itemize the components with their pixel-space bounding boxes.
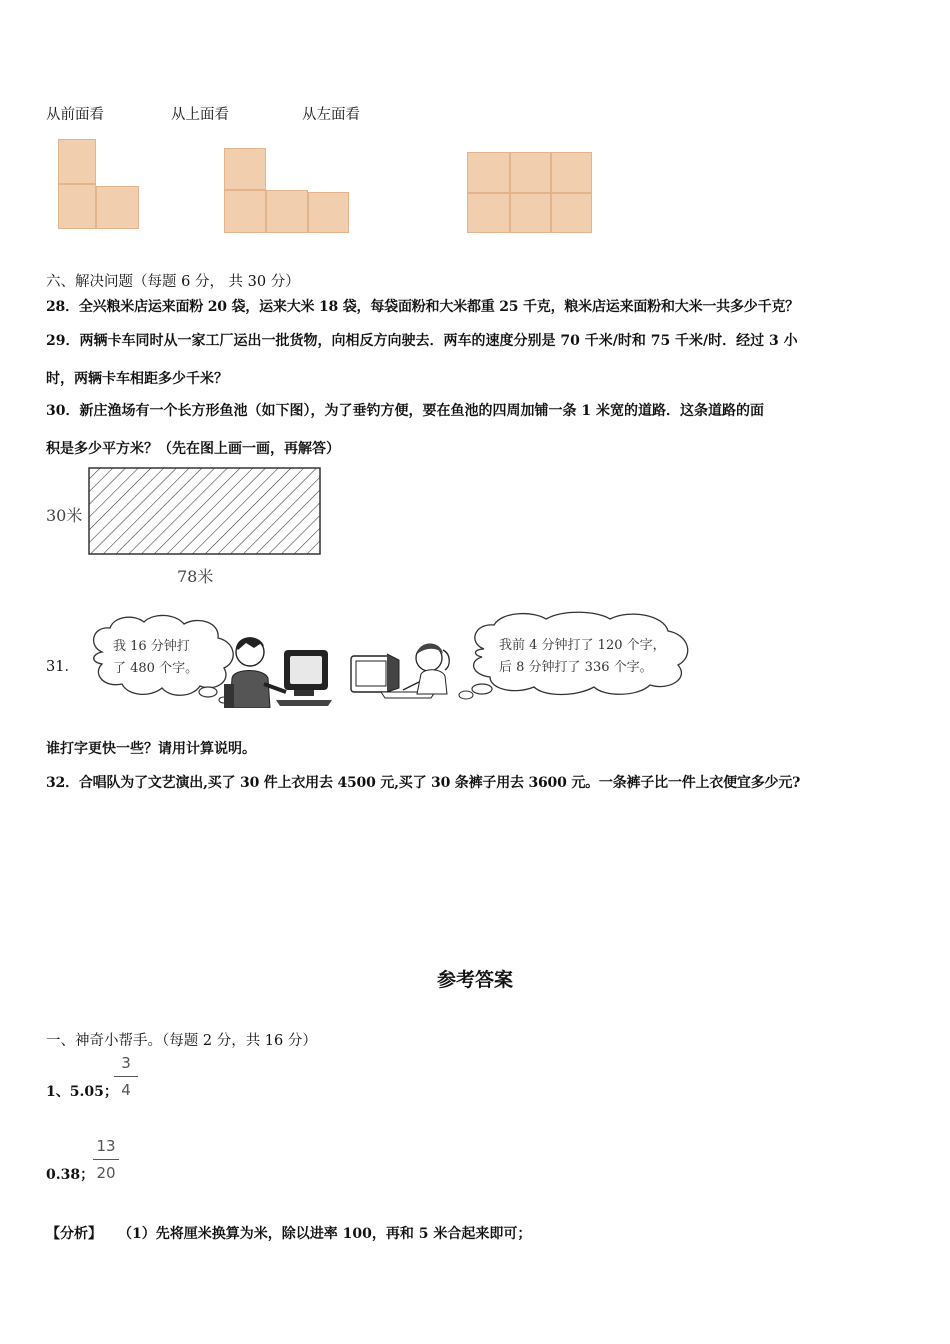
answers-section1-heading: 一、神奇小帮手。（每题 2 分，共 16 分） bbox=[46, 1033, 317, 1049]
view-square bbox=[58, 184, 96, 229]
question-29-line1: 29．两辆卡车同时从一家工厂运出一批货物，向相反方向驶去．两车的速度分别是 70 千米/时和 75 千米/时．经过 3 小 bbox=[46, 333, 798, 349]
bubble-left-line1: 我 16 分钟打 bbox=[113, 639, 190, 654]
fraction-numerator: 13 bbox=[96, 1137, 116, 1155]
fraction-denominator: 4 bbox=[121, 1081, 131, 1099]
view-square bbox=[510, 152, 551, 193]
section-heading: 六、解决问题（每题 6 分， 共 30 分） bbox=[46, 274, 300, 290]
view-square bbox=[224, 148, 266, 190]
bubble-right-line2: 后 8 分钟打了 336 个字。 bbox=[499, 660, 653, 675]
bubble-left-line2: 了 480 个字。 bbox=[113, 661, 199, 676]
boy-at-computer-illustration bbox=[224, 634, 336, 708]
bubble-right-line1: 我前 4 分钟打了 120 个字， bbox=[499, 638, 666, 653]
view-label-left: 从左面看 bbox=[302, 107, 360, 123]
pond-width-label: 78米 bbox=[177, 567, 214, 586]
analysis-text: （1）先将厘米换算为米，除以进率 100，再和 5 米合起来即可； bbox=[118, 1226, 532, 1242]
question-31-text: 谁打字更快一些？请用计算说明。 bbox=[46, 741, 256, 757]
question-30-line2: 积是多少平方米？（先在图上画一画，再解答） bbox=[46, 441, 340, 457]
answer-1-prefix: 1、5.05； bbox=[46, 1084, 118, 1100]
view-square bbox=[224, 190, 266, 233]
fraction-bar bbox=[93, 1159, 119, 1160]
question-32: 32．合唱队为了文艺演出,买了 30 件上衣用去 4500 元,买了 30 条裤子用去 3600 元。一条裤子比一件上衣便宜多少元? bbox=[46, 775, 801, 791]
view-label-front: 从前面看 bbox=[46, 107, 104, 123]
view-square bbox=[467, 193, 510, 233]
question-28: 28．全兴粮米店运来面粉 20 袋，运来大米 18 袋，每袋面粉和大米都重 25 千克，粮米店运来面粉和大米一共多少千克？ bbox=[46, 299, 799, 315]
view-square bbox=[266, 190, 308, 233]
answer-1b-fraction bbox=[91, 1135, 121, 1184]
view-label-top: 从上面看 bbox=[171, 107, 229, 123]
view-square bbox=[510, 193, 551, 233]
question-29-line2: 时，两辆卡车相距多少千米？ bbox=[46, 371, 228, 387]
fraction-bar bbox=[114, 1076, 138, 1077]
girl-at-computer-illustration bbox=[347, 634, 459, 700]
pond-rectangle bbox=[88, 467, 322, 556]
pond-height-label: 30米 bbox=[46, 506, 83, 525]
answers-title: 参考答案 bbox=[436, 969, 513, 991]
answer-1b-prefix: 0.38； bbox=[46, 1167, 95, 1183]
question-31-number: 31． bbox=[46, 659, 79, 675]
question-30-line1: 30．新庄渔场有一个长方形鱼池（如下图），为了垂钓方便，要在鱼池的四周加铺一条 1 米宽的道路．这条道路的面 bbox=[46, 403, 764, 419]
fraction-denominator: 20 bbox=[96, 1164, 116, 1182]
view-square bbox=[467, 152, 510, 193]
analysis-tag: 【分析】 bbox=[46, 1226, 102, 1242]
view-square bbox=[308, 192, 349, 233]
view-square bbox=[58, 139, 96, 184]
fraction-numerator: 3 bbox=[121, 1054, 131, 1072]
view-square bbox=[551, 193, 592, 233]
view-square bbox=[551, 152, 592, 193]
answer-1-fraction bbox=[112, 1052, 140, 1101]
view-square bbox=[96, 186, 139, 229]
